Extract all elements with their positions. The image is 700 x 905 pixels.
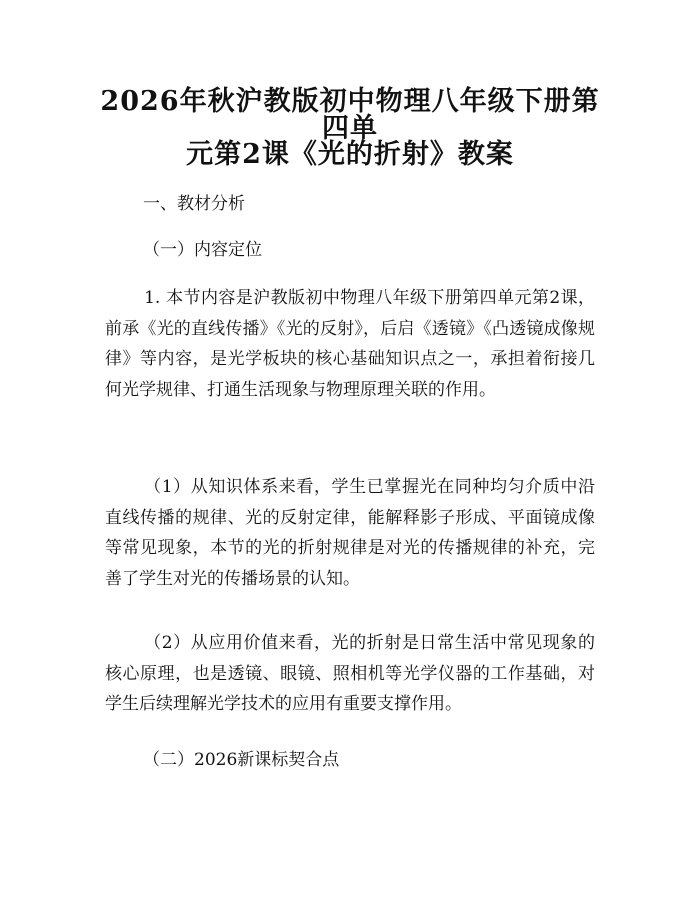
paragraph-content-position: 1. 本节内容是沪教版初中物理八年级下册第四单元第2课，前承《光的直线传播》《光的反射》，后启《透镜》《凸透镜成像规律》等内容，是光学板块的核心基础知识点之一，承担着衔接几何光学规律、打通生活现象与物理原理关联的作用。	[105, 288, 595, 400]
document-title-line-2: 元第2课《光的折射》教案	[186, 139, 514, 170]
paragraph-knowledge-system: （1）从知识体系来看，学生已掌握光在同种均匀介质中沿直线传播的规律、光的反射定律，能解释影子形成、平面镜成像等常见现象，本节的光的折射规律是对光的传播规律的补充，完善了学生对光的传播场景的认知。	[105, 477, 595, 589]
subsection-heading-content-positioning: （一）内容定位	[143, 240, 262, 260]
subsection-heading-curriculum-standard: （二）2026新课标契合点	[143, 750, 340, 770]
document-title-line-1: 2026年秋沪教版初中物理八年级下册第四单	[100, 86, 600, 144]
paragraph-application-value: （2）从应用价值来看，光的折射是日常生活中常见现象的核心原理，也是透镜、眼镜、照相机等光学仪器的工作基础，对学生后续理解光学技术的应用有重要支撑作用。	[105, 633, 595, 714]
section-heading-teaching-material-analysis: 一、教材分析	[143, 194, 245, 214]
